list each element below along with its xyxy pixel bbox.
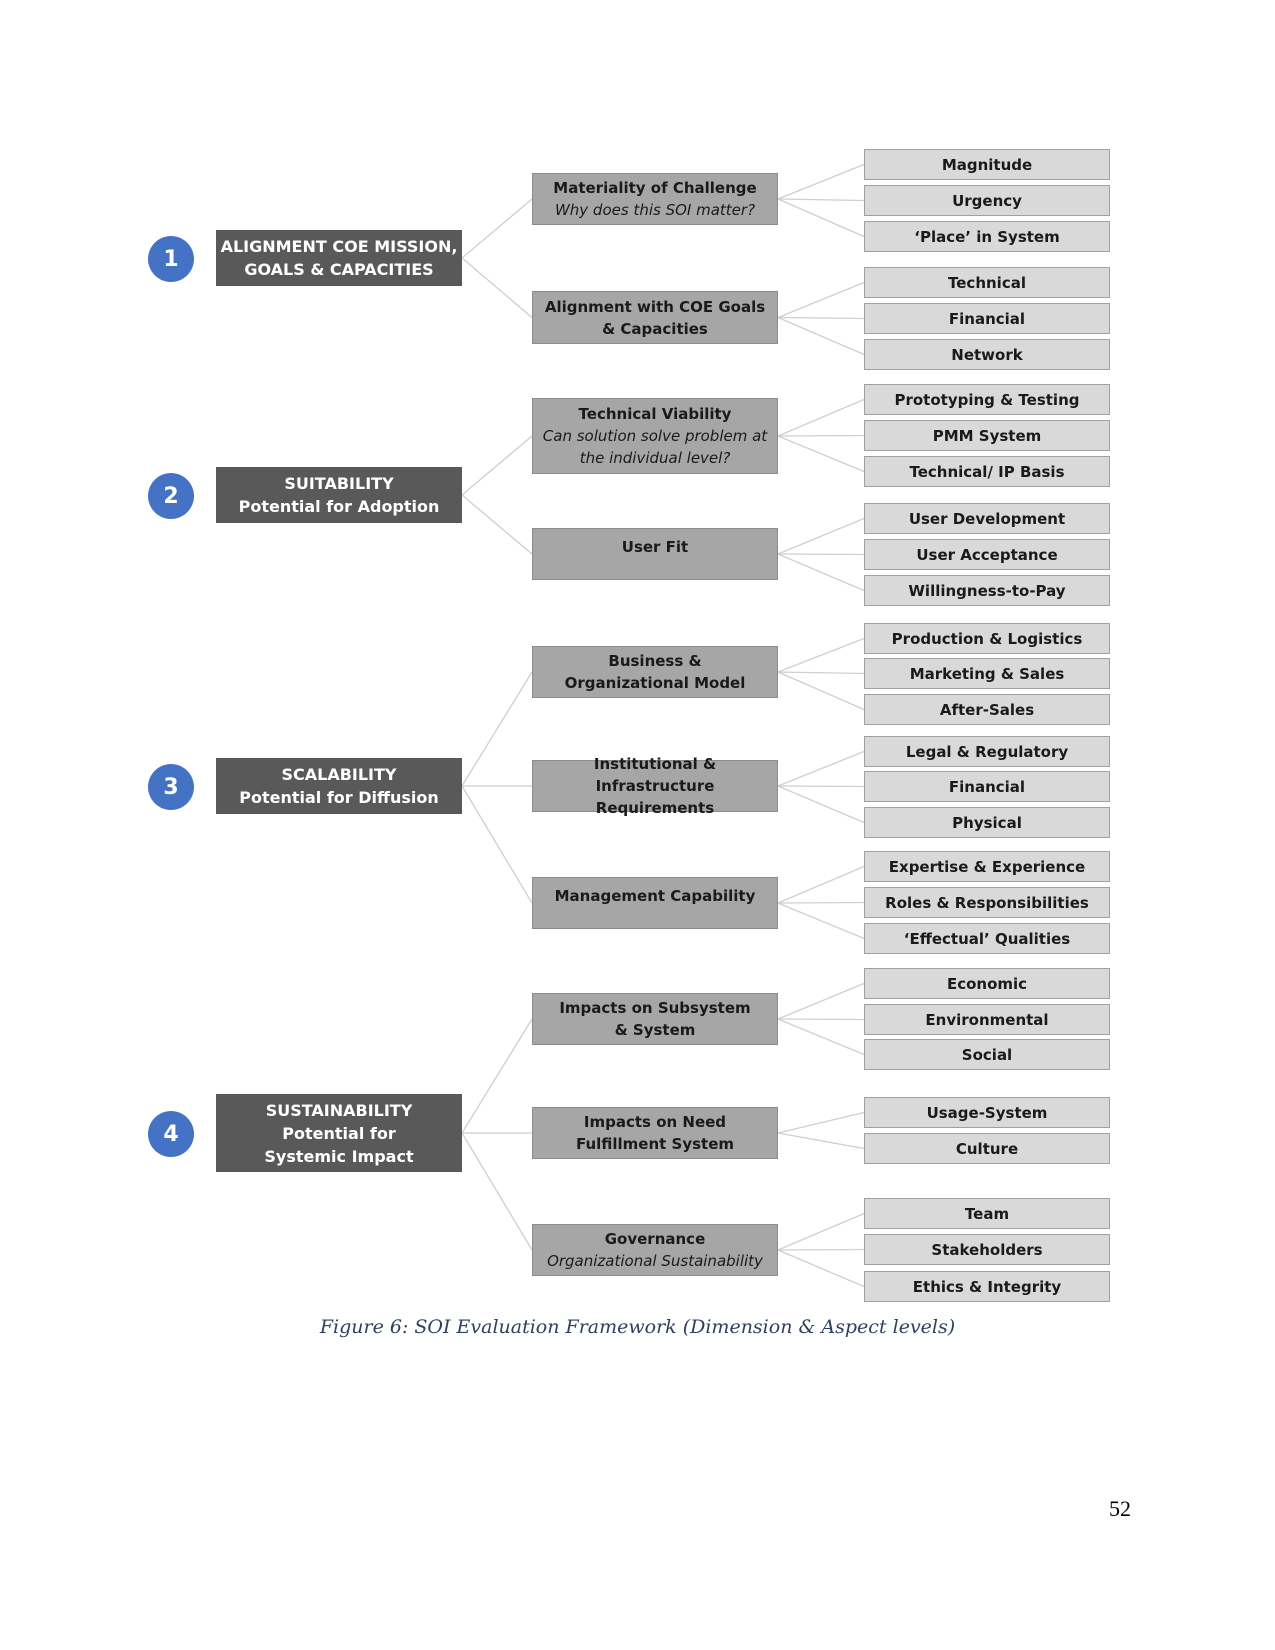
aspect-box: Magnitude — [864, 149, 1110, 180]
aspect-box: Team — [864, 1198, 1110, 1229]
area-box: Institutional & Infrastructure Requirements — [532, 760, 778, 812]
page-number: 52 — [1109, 1496, 1131, 1521]
aspect-box: Physical — [864, 807, 1110, 838]
connector-line — [778, 199, 864, 201]
aspect-box: Environmental — [864, 1004, 1110, 1035]
connector-line — [778, 400, 864, 437]
dimension-box: SUSTAINABILITY Potential for Systemic Impact — [216, 1094, 462, 1172]
aspect-box: User Acceptance — [864, 539, 1110, 570]
dimension-number-badge: 3 — [148, 764, 194, 810]
connector-line — [778, 672, 864, 710]
connector-line — [462, 786, 532, 903]
connector-line — [778, 903, 864, 904]
connector-line — [778, 199, 864, 237]
connector-line — [462, 436, 532, 495]
aspect-box: Urgency — [864, 185, 1110, 216]
connector-line — [778, 752, 864, 787]
connector-line — [462, 258, 532, 318]
connector-line — [778, 903, 864, 939]
area-box: User Fit — [532, 528, 778, 580]
area-box: Impacts on Need Fulfillment System — [532, 1107, 778, 1159]
area-box: Management Capability — [532, 877, 778, 929]
figure-caption: Figure 6: SOI Evaluation Framework (Dimension & Aspect levels) — [319, 1316, 956, 1338]
dimension-number-badge: 1 — [148, 236, 194, 282]
dimension-box: SCALABILITY Potential for Diffusion — [216, 758, 462, 814]
area-box: Alignment with COE Goals & Capacities — [532, 291, 778, 344]
aspect-box: Stakeholders — [864, 1234, 1110, 1265]
aspect-box: Roles & Responsibilities — [864, 887, 1110, 918]
connector-line — [778, 672, 864, 674]
connector-line — [778, 786, 864, 787]
aspect-box: Culture — [864, 1133, 1110, 1164]
area-box: Technical Viability Can solution solve problem at the individual level? — [532, 398, 778, 474]
connector-line — [778, 436, 864, 437]
aspect-box: ‘Effectual’ Qualities — [864, 923, 1110, 954]
connector-line — [778, 1250, 864, 1251]
connector-line — [778, 519, 864, 555]
connector-line — [462, 1133, 532, 1250]
aspect-box: Financial — [864, 303, 1110, 334]
connector-line — [778, 1019, 864, 1020]
aspect-box: Network — [864, 339, 1110, 370]
connector-line — [778, 318, 864, 319]
connector-line — [778, 436, 864, 472]
aspect-box: Willingness-to-Pay — [864, 575, 1110, 606]
connector-line — [778, 318, 864, 355]
dimension-number-badge: 2 — [148, 473, 194, 519]
aspect-box: Social — [864, 1039, 1110, 1070]
aspect-box: Economic — [864, 968, 1110, 999]
area-box: Business & Organizational Model — [532, 646, 778, 698]
connector-line — [778, 786, 864, 823]
aspect-box: Prototyping & Testing — [864, 384, 1110, 415]
connector-line — [778, 554, 864, 591]
connector-line — [462, 495, 532, 554]
connector-line — [778, 165, 864, 200]
aspect-box: Usage-System — [864, 1097, 1110, 1128]
connector-line — [778, 867, 864, 904]
aspect-box: After-Sales — [864, 694, 1110, 725]
connector-line — [778, 1250, 864, 1287]
connector-line — [778, 1214, 864, 1251]
aspect-box: Technical — [864, 267, 1110, 298]
dimension-box: SUITABILITY Potential for Adoption — [216, 467, 462, 523]
connector-line — [462, 199, 532, 258]
dimension-number-badge: 4 — [148, 1111, 194, 1157]
connector-line — [462, 672, 532, 786]
aspect-box: Expertise & Experience — [864, 851, 1110, 882]
connector-line — [778, 984, 864, 1020]
connector-line — [778, 1019, 864, 1055]
aspect-box: Production & Logistics — [864, 623, 1110, 654]
aspect-box: Financial — [864, 771, 1110, 802]
aspect-box: ‘Place’ in System — [864, 221, 1110, 252]
connector-line — [778, 639, 864, 673]
connector-line — [778, 1113, 864, 1134]
area-box: Impacts on Subsystem & System — [532, 993, 778, 1045]
area-box: Materiality of Challenge Why does this SOI matter? — [532, 173, 778, 225]
aspect-box: Ethics & Integrity — [864, 1271, 1110, 1302]
connector-line — [778, 283, 864, 318]
connector-line — [462, 1019, 532, 1133]
connector-line — [778, 554, 864, 555]
dimension-box: ALIGNMENT COE MISSION, GOALS & CAPACITIES — [216, 230, 462, 286]
aspect-box: Legal & Regulatory — [864, 736, 1110, 767]
area-box: Governance Organizational Sustainability — [532, 1224, 778, 1276]
aspect-box: Technical/ IP Basis — [864, 456, 1110, 487]
aspect-box: User Development — [864, 503, 1110, 534]
connector-line — [778, 1133, 864, 1149]
aspect-box: PMM System — [864, 420, 1110, 451]
aspect-box: Marketing & Sales — [864, 658, 1110, 689]
